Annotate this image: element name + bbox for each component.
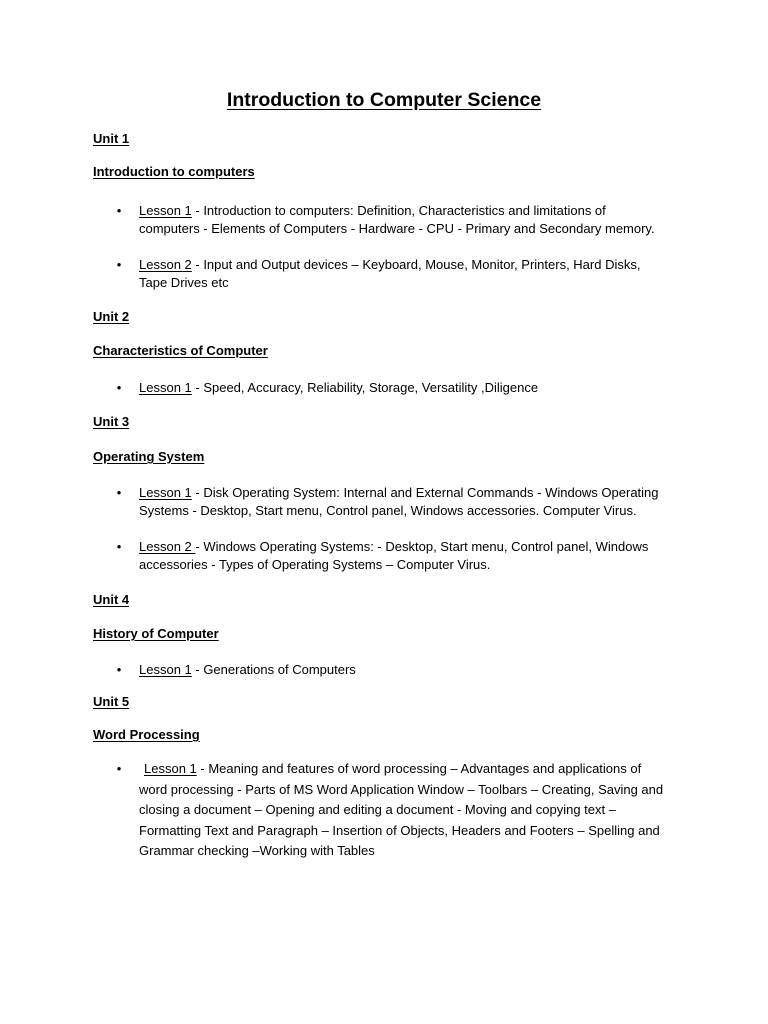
bullet-icon: • [116,761,122,776]
list-item [116,661,669,679]
unit-heading-3: Unit 3 [93,414,130,429]
lesson-label: Lesson 2 [139,257,192,272]
bullet-icon: • [116,257,122,272]
unit-heading-1: Unit 1 [93,131,130,146]
lesson-label: Lesson 1 [139,662,192,677]
unit-heading-4: Unit 4 [93,592,130,607]
list-item [116,484,669,519]
lesson-text: - Disk Operating System: Internal and External Commands - Windows Operating Systems - Desktop, Start menu, Control panel, Windows accessories. Computer Virus. [139,485,659,518]
lesson-text: - Generations of Computers [191,662,356,677]
list-item [116,538,669,573]
lesson-label: Lesson 1 [139,485,192,500]
bullet-icon: • [116,203,122,218]
list-item [116,202,669,237]
bullet-icon: • [116,662,122,677]
lesson-text: - Speed, Accuracy, Reliability, Storage, Versatility ,Diligence [191,380,539,395]
bullet-icon: • [116,485,122,500]
lesson-text: - Meaning and features of word processing – Advantages and applications of word processing - Parts of MS Word Application Window – Toolbars – Creating, Saving and closing a document – Opening and editing a document - Moving and copying text – Formatting Text and Paragraph – Insertion of Objects, Headers and Footers – Spelling and Grammar checking –Working with Tables [139,761,664,858]
list-item [116,759,669,862]
lesson-text: - Input and Output devices – Keyboard, Mouse, Monitor, Printers, Hard Disks, Tape Drives etc [139,257,641,290]
lesson-label: Lesson 1 [139,380,192,395]
page-title: Introduction to Computer Science [226,89,542,111]
unit-topic-1: Introduction to computers [93,164,255,179]
unit-topic-2: Characteristics of Computer [93,343,268,358]
lesson-text: - Introduction to computers: Definition, Characteristics and limitations of computers - Elements of Computers - Hardware - CPU - Primary and Secondary memory. [139,203,655,236]
lesson-label: Lesson 2 [139,539,196,554]
unit-topic-3: Operating System [93,449,205,464]
lesson-text: - Windows Operating Systems: - Desktop, Start menu, Control panel, Windows accessories - Types of Operating Systems – Computer Virus. [139,539,649,572]
unit-topic-4: History of Computer [93,626,219,641]
list-item [116,256,669,291]
unit-topic-5: Word Processing [93,727,200,742]
bullet-icon: • [116,380,122,395]
unit-heading-5: Unit 5 [93,694,130,709]
lesson-label: Lesson 1 [139,203,192,218]
list-item [116,379,669,397]
unit-heading-2: Unit 2 [93,309,130,324]
bullet-icon: • [116,539,122,554]
lesson-label: Lesson 1 [144,761,197,776]
